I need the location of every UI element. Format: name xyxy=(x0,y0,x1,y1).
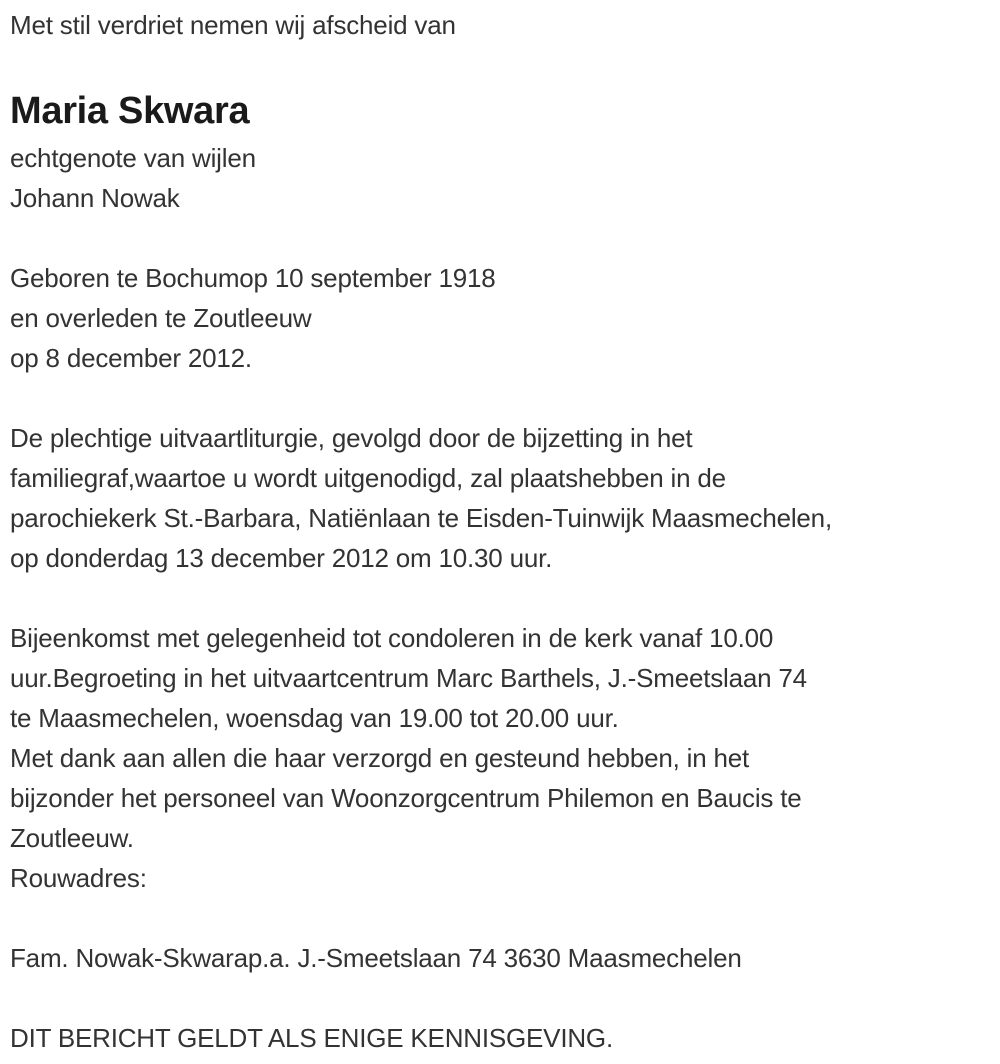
intro-line: Met stil verdriet nemen wij afscheid van xyxy=(10,10,456,40)
condolence-line: Bijeenkomst met gelegenheid tot condoleren in de kerk vanaf 10.00 xyxy=(10,623,774,653)
spacer xyxy=(10,578,992,618)
service-line: De plechtige uitvaartliturgie, gevolgd door de bijzetting in het xyxy=(10,423,693,453)
spacer xyxy=(10,218,992,258)
thanks-line: Met dank aan allen die haar verzorgd en gesteund hebben, in het xyxy=(10,743,750,773)
relation-line: Johann Nowak xyxy=(10,183,180,213)
mourning-address-line: Fam. Nowak-Skwarap.a. J.-Smeetslaan 74 3630 Maasmechelen xyxy=(10,943,742,973)
spacer xyxy=(10,898,992,938)
death-date-line: op 8 december 2012. xyxy=(10,343,252,373)
condolence-line: uur.Begroeting in het uitvaartcentrum Marc Barthels, J.-Smeetslaan 74 xyxy=(10,663,807,693)
spacer xyxy=(10,978,992,1018)
mourning-address-label: Rouwadres: xyxy=(10,863,147,893)
condolence-line: te Maasmechelen, woensdag van 19.00 tot 20.00 uur. xyxy=(10,703,619,733)
death-place-line: en overleden te Zoutleeuw xyxy=(10,303,312,333)
relation-line: echtgenote van wijlen xyxy=(10,143,256,173)
closing-line: DIT BERICHT GELDT ALS ENIGE KENNISGEVING. xyxy=(10,1023,613,1053)
spacer xyxy=(10,378,992,418)
thanks-line: bijzonder het personeel van Woonzorgcentrum Philemon en Baucis te xyxy=(10,783,802,813)
thanks-line: Zoutleeuw. xyxy=(10,823,134,853)
service-line: familiegraf,waartoe u wordt uitgenodigd, zal plaatshebben in de xyxy=(10,463,726,493)
service-line: parochiekerk St.-Barbara, Natiënlaan te Eisden-Tuinwijk Maasmechelen, xyxy=(10,503,832,533)
deceased-name: Maria Skwara xyxy=(10,90,250,132)
service-line: op donderdag 13 december 2012 om 10.30 uur. xyxy=(10,543,553,573)
birth-line: Geboren te Bochumop 10 september 1918 xyxy=(10,263,496,293)
spacer xyxy=(10,45,992,85)
